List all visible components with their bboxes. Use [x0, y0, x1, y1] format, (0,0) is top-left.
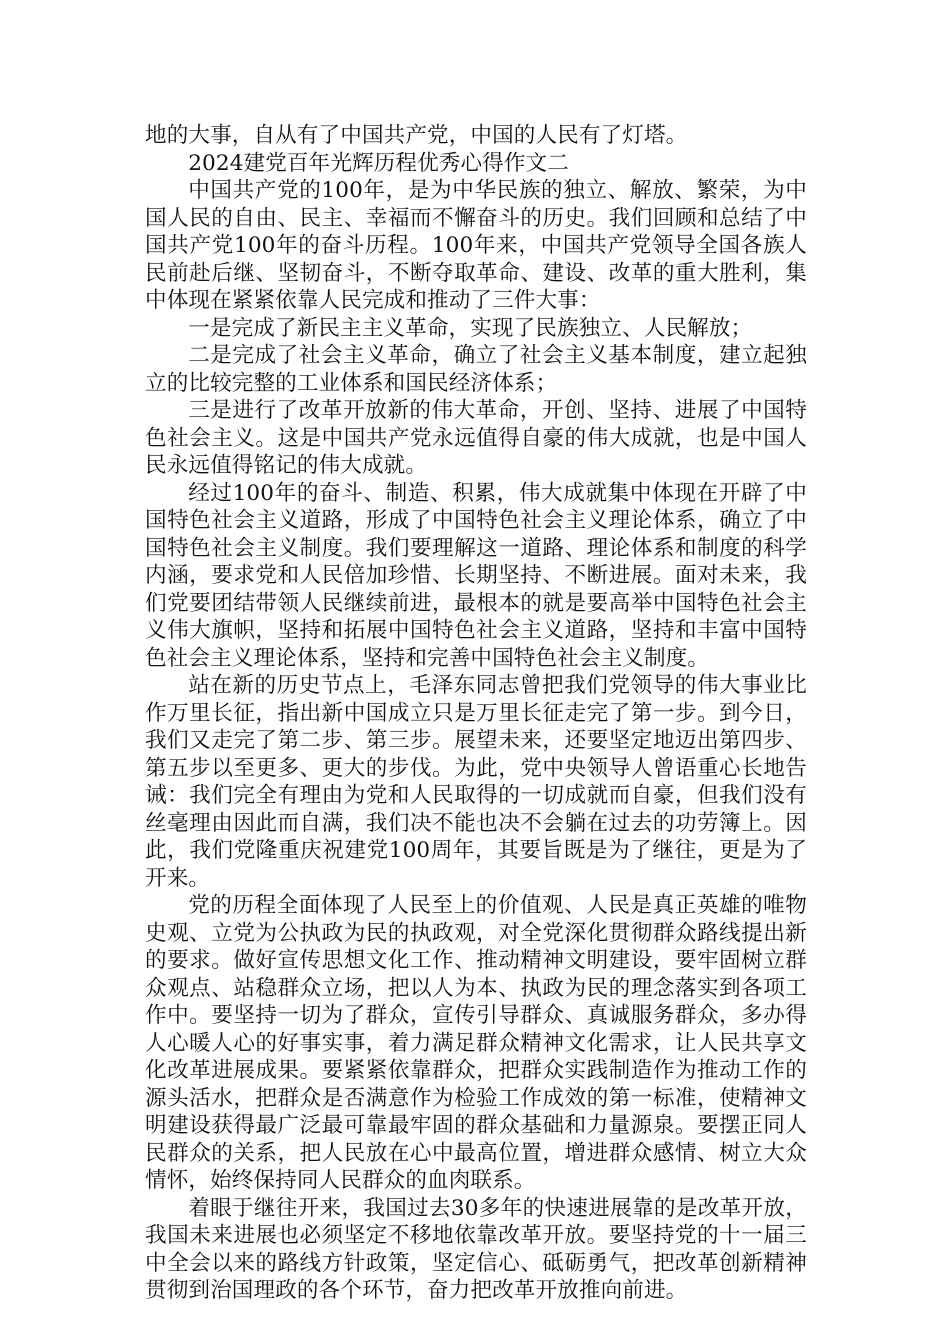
paragraph: 着眼于继往开来，我国过去30多年的快速进展靠的是改革开放，我国未来进展也必须坚定不移地依靠改革开放。要坚持党的十一届三中全会以来的路线方针政策，坚定信心、砥砺勇气，把改革创新精神贯彻到治国理政的各个环节，奋力把改革开放推向前进。	[145, 1195, 807, 1303]
paragraph: 三是进行了改革开放新的伟大革命，开创、坚持、进展了中国特色社会主义。这是中国共产党永远值得自豪的伟大成就，也是中国人民永远值得铭记的伟大成就。	[145, 398, 807, 478]
paragraph: 中国共产党的100年，是为中华民族的独立、解放、繁荣，为中国人民的自由、民主、幸福而不懈奋斗的历史。我们回顾和总结了中国共产党100年的奋斗历程。100年来，中国共产党领导全国各族人民前赴后继、坚韧奋斗，不断夺取革命、建设、改革的重大胜利，集中体现在紧紧依靠人民完成和推动了三件大事：	[145, 178, 807, 313]
paragraph: 站在新的历史节点上，毛泽东同志曾把我们党领导的伟大事业比作万里长征，指出新中国成立只是万里长征走完了第一步。到今日，我们又走完了第二步、第三步。展望未来，还要坚定地迈出第四步、第五步以至更多、更大的步伐。为此，党中央领导人曾语重心长地告诫：我们完全有理由为党和人民取得的一切成就而自豪，但我们没有丝毫理由因此而自满，我们决不能也决不会躺在过去的功劳簿上。因此，我们党隆重庆祝建党100周年，其要旨既是为了继往，更是为了开来。	[145, 673, 807, 891]
paragraph: 党的历程全面体现了人民至上的价值观、人民是真正英雄的唯物史观、立党为公执政为民的执政观，对全党深化贯彻群众路线提出新的要求。做好宣传思想文化工作、推动精神文明建设，要牢固树立群众观点、站稳群众立场，把以人为本、执政为民的理念落实到各项工作中。要坚持一切为了群众，宣传引导群众、真诚服务群众，多办得人心暖人心的好事实事，着力满足群众精神文化需求，让人民共享文化改革进展成果。要紧紧依靠群众，把群众实践制造作为推动工作的源头活水，把群众是否满意作为检验工作成效的第一标准，使精神文明建设获得最广泛最可靠最牢固的群众基础和力量源泉。要摆正同人民群众的关系，把人民放在心中最高位置，增进群众感情、树立大众情怀，始终保持同人民群众的血肉联系。	[145, 893, 807, 1193]
paragraph-continuation: 地的大事，自从有了中国共产党，中国的人民有了灯塔。	[145, 123, 688, 148]
paragraph: 经过100年的奋斗、制造、积累，伟大成就集中体现在开辟了中国特色社会主义道路，形成了中国特色社会主义理论体系，确立了中国特色社会主义制度。我们要理解这一道路、理论体系和制度的科学内涵，要求党和人民倍加珍惜、长期坚持、不断进展。面对未来，我们党要团结带领人民继续前进，最根本的就是要高举中国特色社会主义伟大旗帜，坚持和拓展中国特色社会主义道路，坚持和丰富中国特色社会主义理论体系，坚持和完善中国特色社会主义制度。	[145, 480, 807, 671]
section-heading: 2024建党百年光辉历程优秀心得作文二	[188, 150, 569, 176]
paragraph: 一是完成了新民主主义革命，实现了民族独立、人民解放；	[188, 315, 753, 341]
document-body	[145, 122, 807, 1305]
paragraph: 二是完成了社会主义革命，确立了社会主义基本制度，建立起独立的比较完整的工业体系和国民经济体系；	[145, 343, 807, 396]
